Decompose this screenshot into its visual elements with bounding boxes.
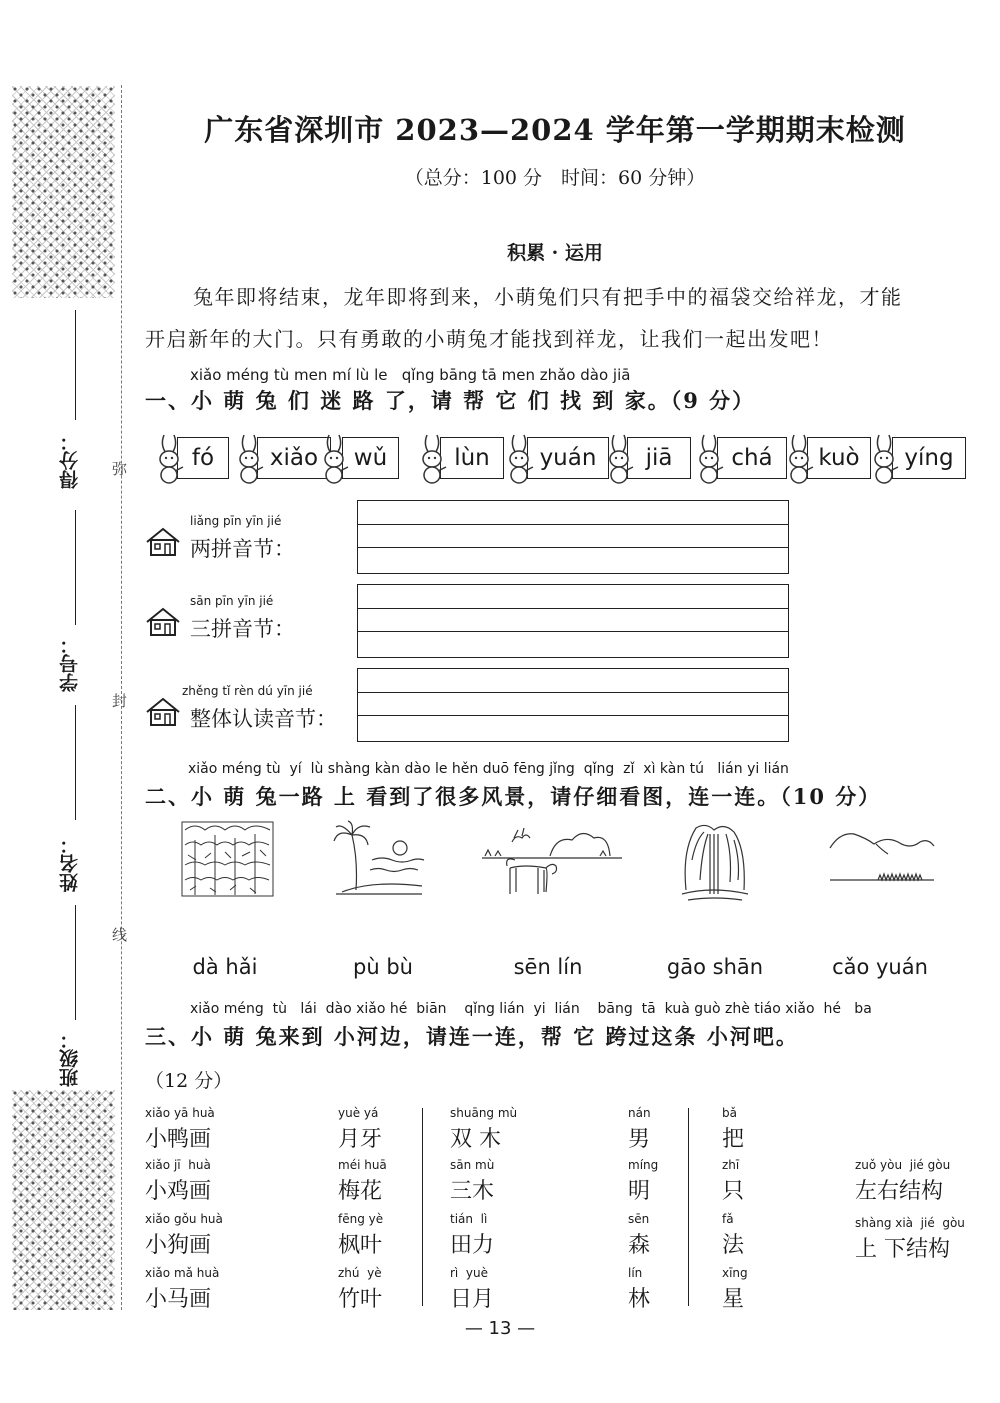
word-text: 梅花 [338,1179,383,1204]
word-pinyin: zhú yè [338,1266,382,1280]
score-label: 得分： [59,432,81,489]
word-text: 田力 [450,1233,495,1258]
connect-word[interactable] [722,1158,744,1205]
label-grassland: cǎo yuán [832,955,928,979]
forest-picture [180,820,275,898]
house-pinyin: sān pīn yīn jié [190,594,274,608]
word-pinyin: shuāng mù [450,1106,518,1120]
class-line [75,905,76,1020]
label-sea: dà hǎi [192,955,258,979]
syllable-box: wǔ [342,437,399,479]
word-pinyin: rì yuè [450,1266,488,1280]
word-text: 小鸭画 [145,1127,212,1152]
q1-pinyin: xiǎo méng tù men mí lù le qǐng bāng tā men zhǎo dào jiā [190,366,631,384]
word-pinyin: shàng xià jié gòu [855,1216,965,1230]
word-pinyin: xiǎo gǒu huà [145,1212,223,1226]
word-pinyin: bǎ [722,1106,737,1120]
rabbit-icon [235,431,265,485]
writing-box-whole[interactable] [357,668,789,742]
word-pinyin: zhī [722,1158,740,1172]
rabbit-icon [320,431,350,485]
syllable-box: jiā [627,437,691,479]
word-pinyin: fǎ [722,1212,734,1226]
q3-title: 三、小 萌 兔来到 小河边，请连一连，帮 它 跨过这条 小河吧。 [145,1024,799,1049]
connect-word[interactable] [338,1266,382,1313]
cut-mark-3: 线 [112,926,128,944]
word-text: 月牙 [338,1127,383,1152]
word-text: 把 [722,1127,745,1152]
connect-word[interactable] [628,1266,650,1313]
connect-word[interactable] [145,1106,215,1153]
intro-line-2: 开启新年的大门。只有勇敢的小萌兔才能找到祥龙，让我们一起出发吧！ [145,327,833,351]
connect-word[interactable] [722,1266,748,1313]
connect-word[interactable] [338,1106,382,1153]
binding-pattern-top [12,86,115,298]
connect-word[interactable] [628,1106,651,1153]
word-text: 三木 [450,1179,495,1204]
house-icon [145,527,181,557]
rabbit-icon [870,431,900,485]
student-id-line [75,510,76,625]
word-text: 森 [628,1233,651,1258]
connect-word[interactable] [722,1106,744,1153]
score-line [75,310,76,420]
word-text: 小鸡画 [145,1179,212,1204]
exam-subtitle: （总分：100 分 时间：60 分钟） [404,167,706,189]
structure-word[interactable] [855,1216,965,1263]
connect-word[interactable] [628,1158,658,1205]
house-icon [145,607,181,637]
syllable-box: yuán [527,437,609,479]
word-text: 男 [628,1127,651,1152]
word-pinyin: míng [628,1158,659,1172]
syllable-box: kuò [807,437,871,479]
house-pinyin: liǎng pīn yīn jié [190,514,282,528]
word-pinyin: zuǒ yòu jié gòu [855,1158,951,1172]
connect-word[interactable] [145,1212,223,1259]
divider-1 [422,1108,423,1306]
rabbit-icon [695,431,725,485]
connect-word[interactable] [628,1212,650,1259]
word-text: 小马画 [145,1287,212,1312]
writing-box-two[interactable] [357,500,789,574]
class-label: 班级： [59,1030,81,1087]
name-line [75,705,76,820]
word-text: 明 [628,1179,651,1204]
word-text: 法 [722,1233,745,1258]
q3-score: （12 分） [145,1070,233,1092]
house-pinyin: zhěng tǐ rèn dú yīn jié [182,684,313,698]
section-title: 积累 · 运用 [507,242,603,264]
syllable-box: lùn [440,437,504,479]
connect-word[interactable] [145,1266,219,1313]
word-text: 小狗画 [145,1233,212,1258]
q1-title: 一、小 萌 兔 们 迷 路 了，请 帮 它 们 找 到 家。（9 分） [145,388,756,413]
word-text: 只 [722,1179,745,1204]
word-pinyin: tián lì [450,1212,488,1226]
label-mountain: gāo shān [666,955,764,979]
cut-mark-1: 弥 [112,460,128,478]
divider-2 [688,1108,689,1306]
word-pinyin: xiǎo yā huà [145,1106,215,1120]
connect-word[interactable] [338,1158,387,1205]
house-label: 两拼音节： [190,537,295,561]
cut-mark-2: 封 [112,692,128,710]
connect-word[interactable] [450,1158,494,1205]
waterfall-picture [678,820,753,905]
word-text: 星 [722,1287,745,1312]
connect-word[interactable] [450,1106,517,1153]
word-pinyin: sēn [628,1212,650,1226]
syllable-box: yíng [892,437,966,479]
word-text: 竹叶 [338,1287,383,1312]
word-text: 上 下结构 [855,1237,950,1262]
sea-picture [332,820,427,898]
syllable-box: fó [177,437,229,479]
rabbit-icon [605,431,635,485]
rabbit-icon [785,431,815,485]
syllable-box: xiǎo [257,437,331,479]
exam-title: 广东省深圳市 2023—2024 学年第一学期期末检测 [204,113,906,147]
student-id-label: 学号： [59,635,81,692]
word-text: 日月 [450,1287,495,1312]
name-label: 姓名： [59,835,81,892]
rabbit-icon [418,431,448,485]
house-label: 整体认读音节： [190,707,337,731]
q2-pinyin: xiǎo méng tù yí lù shàng kàn dào le hěn duō fēng jǐng qǐng zǐ xì kàn tú lián yi lián [188,761,789,777]
house-label: 三拼音节： [190,617,295,641]
grassland-picture [480,820,630,905]
intro-line-1: 兔年即将结束，龙年即将到来，小萌兔们只有把手中的福袋交给祥龙，才能 [193,285,903,309]
connect-word[interactable] [338,1212,383,1259]
connect-word[interactable] [722,1212,744,1259]
word-pinyin: xiǎo mǎ huà [145,1266,220,1280]
binding-pattern-bottom [12,1090,115,1310]
label-forest: sēn lín [513,955,583,979]
connect-word[interactable] [450,1266,494,1313]
word-text: 左右结构 [855,1179,944,1204]
house-icon [145,697,181,727]
structure-word[interactable] [855,1158,950,1205]
syllable-box: chá [717,437,787,479]
word-pinyin: fēng yè [338,1212,384,1226]
word-pinyin: yuè yá [338,1106,379,1120]
label-waterfall: pù bù [353,955,413,979]
word-pinyin: sān mù [450,1158,495,1172]
word-pinyin: xīng [722,1266,748,1280]
connect-word[interactable] [450,1212,494,1259]
writing-box-three[interactable] [357,584,789,658]
connect-word[interactable] [145,1158,211,1205]
mountain-picture [828,820,938,895]
word-pinyin: xiǎo jī huà [145,1158,211,1172]
q2-title: 二、小 萌 兔一路 上 看到了很多风景，请仔细看图，连一连。（10 分） [145,784,882,809]
word-pinyin: lín [628,1266,643,1280]
word-pinyin: méi huā [338,1158,387,1172]
word-text: 枫叶 [338,1233,383,1258]
rabbit-icon [505,431,535,485]
word-text: 林 [628,1287,651,1312]
rabbit-icon [155,431,185,485]
q3-pinyin: xiǎo méng tù lái dào xiǎo hé biān qǐng lián yi lián bāng tā kuà guò zhè tiáo xiǎo hé ba [190,1001,872,1017]
page-number: — 13 — [464,1318,536,1339]
word-text: 双 木 [450,1127,501,1152]
word-pinyin: nán [628,1106,651,1120]
